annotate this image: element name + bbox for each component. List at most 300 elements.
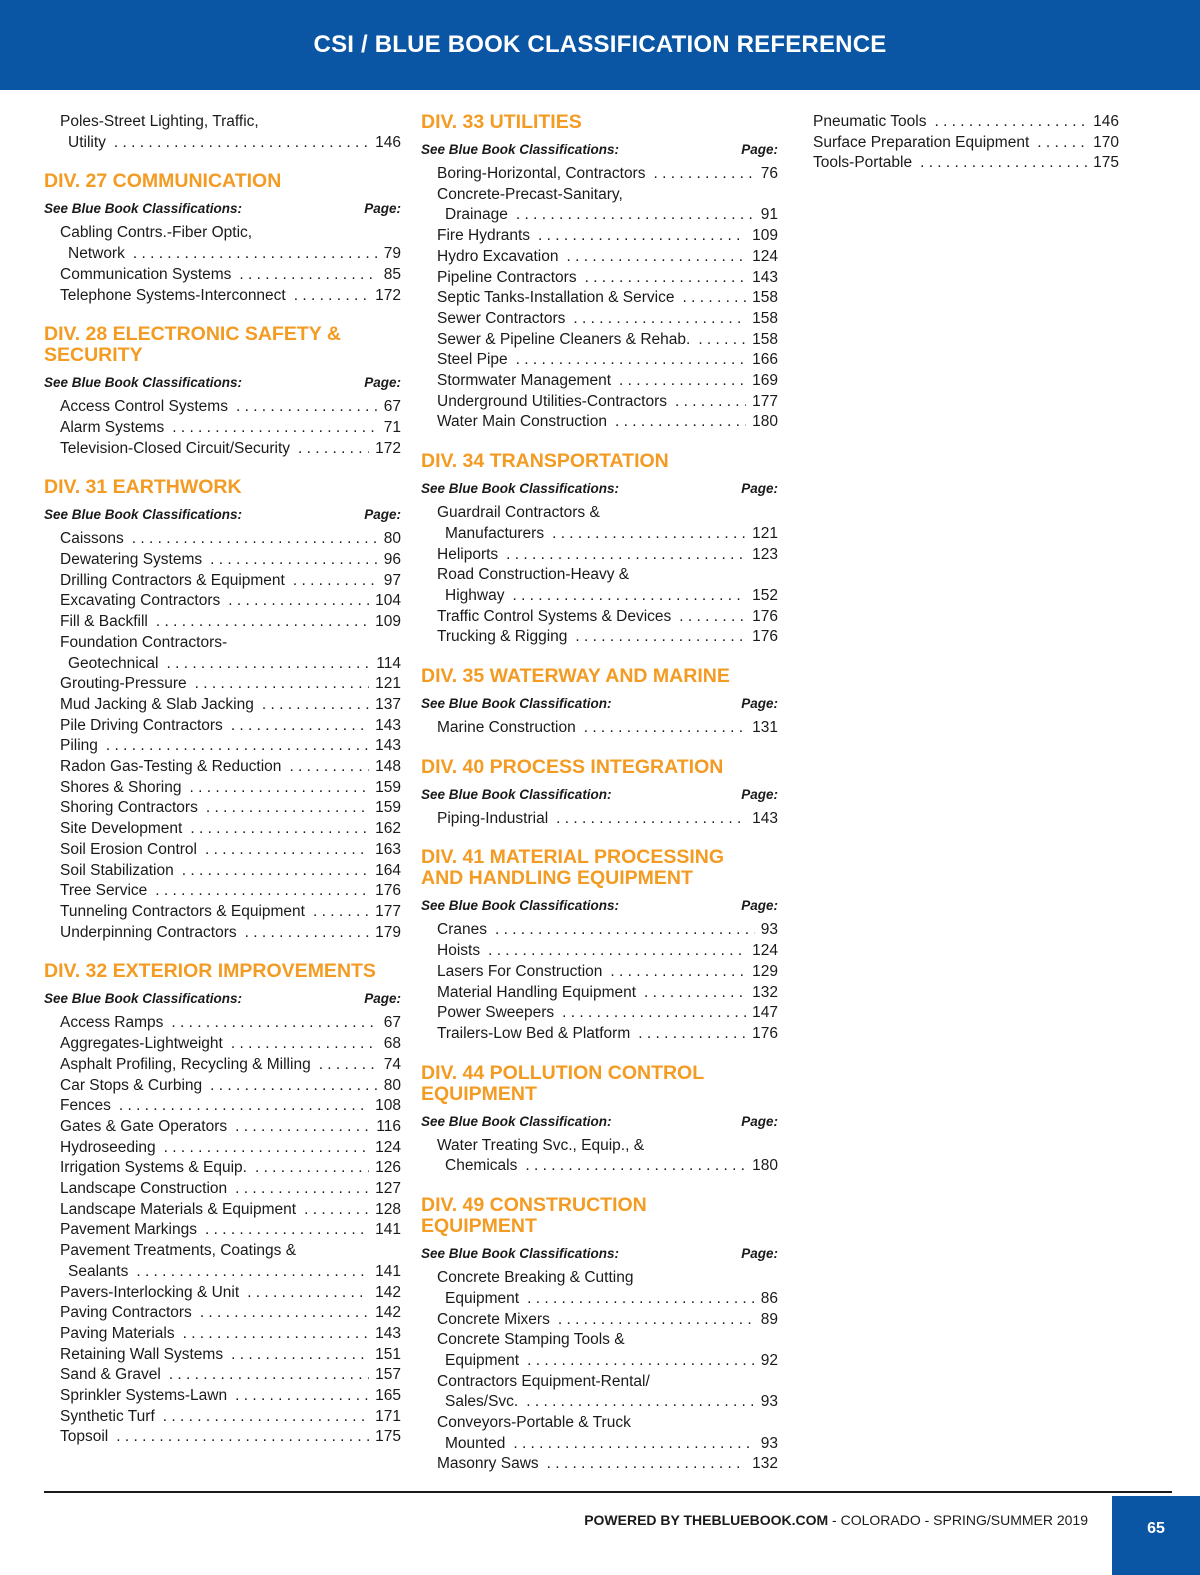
entry-row — [60, 1365, 401, 1386]
entry-page-number: 172 — [375, 439, 401, 457]
division-heading-line: DIV. 32 EXTERIOR IMPROVEMENTS — [44, 960, 376, 983]
see-classifications-label: See Blue Book Classifications: — [421, 898, 620, 914]
entry-label: Topsoil — [60, 1428, 109, 1446]
dot-leader — [544, 524, 746, 545]
entry-label: Shores & Shoring — [60, 778, 182, 796]
entry-label: Paving Contractors — [60, 1304, 192, 1322]
entry-page-number: 177 — [375, 902, 401, 920]
entry-page-number: 132 — [752, 1455, 778, 1473]
list-item — [60, 902, 401, 923]
list-item — [437, 1024, 778, 1045]
entry-page-number: 71 — [383, 418, 401, 436]
entry-row — [60, 1013, 401, 1034]
dot-leader — [519, 1289, 755, 1310]
entry-page-number: 108 — [375, 1097, 401, 1115]
entry-label: Soil Erosion Control — [60, 840, 197, 858]
entry-row — [60, 550, 401, 571]
entry-page-number: 159 — [375, 799, 401, 817]
list-item — [437, 962, 778, 983]
entry-row — [60, 1407, 401, 1428]
see-classifications-label: See Blue Book Classifications: — [44, 991, 243, 1007]
division-section — [421, 666, 778, 739]
list-item — [437, 371, 778, 392]
list-item — [437, 565, 778, 606]
page-title: CSI / BLUE BOOK CLASSIFICATION REFERENCE — [313, 31, 887, 58]
page-column-label: Page: — [741, 1113, 778, 1129]
classification-header — [44, 990, 401, 1007]
dot-leader — [675, 288, 747, 309]
entry-label: Sewer & Pipeline Cleaners & Rehab. — [437, 330, 691, 348]
list-item — [813, 112, 1119, 133]
list-item — [437, 1136, 778, 1177]
see-classifications-label: See Blue Book Classifications: — [421, 481, 620, 497]
entry-label: Power Sweepers — [437, 1004, 555, 1022]
list-item — [437, 503, 778, 544]
entry-row — [60, 418, 401, 439]
entry-label: Fill & Backfill — [60, 613, 148, 631]
page-number: 65 — [1147, 1519, 1165, 1537]
entry-row — [437, 1024, 778, 1045]
division-heading-line: DIV. 40 PROCESS INTEGRATION — [421, 755, 724, 778]
entry-page-number: 146 — [375, 133, 401, 151]
dot-leader — [296, 1200, 369, 1221]
list-item — [60, 840, 401, 861]
entry-row — [60, 397, 401, 418]
dot-leader — [286, 286, 369, 307]
entry-row — [437, 1003, 778, 1024]
entry-page-number: 143 — [752, 809, 778, 827]
entry-label: Caissons — [60, 530, 124, 548]
dot-leader — [237, 923, 370, 944]
division-heading — [44, 171, 401, 192]
entry-page-number: 158 — [752, 330, 778, 348]
dot-leader — [508, 350, 746, 371]
entry-row — [437, 545, 778, 566]
list-item — [60, 674, 401, 695]
list-item — [60, 1117, 401, 1138]
entry-page-number: 141 — [375, 1221, 401, 1239]
dot-leader — [108, 1427, 369, 1448]
entry-row — [60, 439, 401, 460]
entry-label: Shoring Contractors — [60, 799, 198, 817]
entry-page-number: 166 — [752, 351, 778, 369]
list-item — [60, 1427, 401, 1448]
classification-header — [421, 141, 778, 158]
dot-leader — [290, 439, 369, 460]
list-item — [437, 164, 778, 185]
entry-page-number: 121 — [375, 675, 401, 693]
entry-label: Pipeline Contractors — [437, 268, 577, 286]
division-heading-line: EQUIPMENT — [421, 1082, 537, 1105]
list-item — [437, 226, 778, 247]
division-heading — [421, 451, 778, 472]
dot-leader — [539, 1454, 746, 1475]
dot-leader — [111, 1096, 369, 1117]
entry-row — [60, 674, 401, 695]
entry-label-line: Poles-Street Lighting, Traffic, — [60, 113, 259, 130]
entry-label: Access Ramps — [60, 1014, 164, 1032]
classification-header — [421, 786, 778, 803]
entry-label: Retaining Wall Systems — [60, 1345, 224, 1363]
entry-label: Hoists — [437, 942, 481, 960]
entry-row — [437, 350, 778, 371]
entry-page-number: 93 — [760, 1393, 778, 1411]
entry-row — [813, 153, 1119, 174]
list-item — [437, 309, 778, 330]
dot-leader — [247, 1158, 369, 1179]
entry-label: Geotechnical — [68, 654, 159, 672]
entry-label: Tools-Portable — [813, 154, 913, 172]
entry-label: Boring-Horizontal, Contractors — [437, 165, 646, 182]
entry-label: Hydro Excavation — [437, 247, 559, 265]
classification-header — [44, 200, 401, 217]
entry-row — [60, 716, 401, 737]
dot-leader — [690, 330, 746, 351]
entry-label: Asphalt Profiling, Recycling & Milling — [60, 1055, 311, 1073]
list-item — [60, 286, 401, 307]
entry-label: Grouting-Pressure — [60, 675, 187, 693]
dot-leader — [227, 1386, 369, 1407]
entry-row — [437, 718, 778, 739]
list-item — [437, 627, 778, 648]
dot-leader — [227, 1179, 369, 1200]
dot-leader — [164, 418, 378, 439]
entry-page-number: 180 — [752, 1157, 778, 1175]
entry-page-number: 152 — [752, 586, 778, 604]
entry-label-line: Guardrail Contractors & — [437, 504, 600, 522]
entry-row — [60, 286, 401, 307]
dot-leader — [220, 591, 369, 612]
entry-row — [437, 1392, 778, 1413]
division-heading-line: DIV. 33 UTILITIES — [421, 111, 582, 133]
entry-row — [437, 607, 778, 628]
see-classifications-label: See Blue Book Classifications: — [44, 201, 243, 217]
entry-row — [60, 840, 401, 861]
entry-page-number: 129 — [752, 962, 778, 980]
list-item — [60, 571, 401, 592]
list-item — [60, 591, 401, 612]
entry-page-number: 79 — [383, 245, 401, 263]
entry-page-number: 86 — [760, 1289, 778, 1307]
entry-row — [60, 1324, 401, 1345]
entry-label: Excavating Contractors — [60, 592, 221, 610]
entry-row — [60, 1303, 401, 1324]
entry-row — [437, 1289, 778, 1310]
entry-label-line: Conveyors-Portable & Truck — [437, 1414, 631, 1432]
page-column-label: Page: — [741, 142, 778, 157]
entry-page-number: 142 — [375, 1283, 401, 1301]
list-item — [60, 1241, 401, 1282]
dot-leader — [163, 1013, 377, 1034]
list-item — [437, 920, 778, 941]
division-heading-line: DIV. 34 TRANSPORTATION — [421, 450, 669, 473]
list-item — [437, 330, 778, 351]
entry-page-number: 142 — [375, 1304, 401, 1322]
division-heading-line: DIV. 31 EARTHWORK — [44, 476, 242, 499]
page-column-label: Page: — [741, 786, 778, 802]
entry-label-line: Concrete Stamping Tools & — [437, 1331, 625, 1349]
classification-header — [44, 374, 401, 391]
list-item — [60, 1386, 401, 1407]
dot-leader — [517, 1156, 746, 1177]
dot-leader — [227, 1117, 370, 1138]
dot-leader — [645, 164, 754, 185]
division-section — [421, 1195, 778, 1475]
entry-label: Landscape Materials & Equipment — [60, 1200, 297, 1218]
list-item — [437, 392, 778, 413]
entry-row — [437, 627, 778, 648]
entry-label: Mud Jacking & Slab Jacking — [60, 695, 254, 713]
entry-row — [437, 586, 778, 607]
entry-label: Sales/Svc. — [445, 1393, 519, 1411]
division-section — [421, 757, 778, 830]
entry-label: Gates & Gate Operators — [60, 1117, 228, 1135]
entry-page-number: 164 — [375, 861, 401, 879]
list-item — [60, 439, 401, 460]
entry-label: Fire Hydrants — [437, 227, 531, 245]
entry-label: Communication Systems — [60, 265, 232, 283]
dot-leader — [158, 654, 370, 675]
entry-row — [60, 612, 401, 633]
dot-leader — [498, 545, 746, 566]
list-item — [60, 1200, 401, 1221]
dot-leader — [182, 819, 369, 840]
list-item — [60, 1055, 401, 1076]
entry-label: Landscape Construction — [60, 1180, 228, 1198]
entry-row — [60, 529, 401, 550]
entry-row — [437, 809, 778, 830]
dot-leader — [202, 1076, 378, 1097]
entry-row — [437, 330, 778, 351]
dot-leader — [504, 586, 746, 607]
entry-label: Telephone Systems-Interconnect — [60, 286, 286, 304]
entry-page-number: 85 — [383, 265, 401, 283]
entry-label: Sprinkler Systems-Lawn — [60, 1387, 228, 1405]
dot-leader — [156, 1138, 369, 1159]
entry-page-number: 143 — [375, 1324, 401, 1342]
column-3 — [797, 112, 1119, 192]
dot-leader — [565, 309, 746, 330]
list-item — [60, 923, 401, 944]
list-item — [60, 716, 401, 737]
entry-label: Chemicals — [445, 1157, 518, 1175]
division-heading-line: DIV. 44 POLLUTION CONTROL — [421, 1061, 705, 1084]
see-classifications-label: See Blue Book Classifications: — [44, 375, 243, 391]
dot-leader — [530, 226, 746, 247]
list-item — [437, 1372, 778, 1413]
page-column-label: Page: — [364, 991, 401, 1007]
entry-row — [60, 881, 401, 902]
dot-leader — [106, 133, 369, 154]
entry-label-line: Foundation Contractors- — [60, 633, 228, 651]
classification-header — [421, 897, 778, 914]
classification-list — [421, 1268, 778, 1475]
entry-label: Equipment — [445, 1289, 520, 1307]
classification-header — [421, 1113, 778, 1130]
entry-label: Equipment — [445, 1351, 520, 1369]
list-item — [437, 288, 778, 309]
entry-row — [60, 757, 401, 778]
entry-page-number: 176 — [752, 1024, 778, 1042]
footer-powered-by: POWERED BY THEBLUEBOOK.COM — [584, 1512, 829, 1528]
list-item — [60, 397, 401, 418]
dot-leader — [667, 392, 746, 413]
classification-header — [421, 1245, 778, 1262]
list-item — [60, 223, 401, 264]
dot-leader — [550, 1310, 755, 1331]
entry-page-number: 114 — [376, 654, 401, 672]
list-item — [437, 1413, 778, 1454]
entry-row — [60, 1158, 401, 1179]
entry-page-number: 127 — [375, 1180, 401, 1198]
entry-row — [437, 268, 778, 289]
entry-page-number: 159 — [375, 778, 401, 796]
column-2 — [421, 112, 778, 1493]
dot-leader — [630, 1024, 746, 1045]
entry-row — [60, 1034, 401, 1055]
list-item — [60, 881, 401, 902]
list-item — [437, 809, 778, 830]
list-item — [60, 757, 401, 778]
dot-leader — [98, 736, 369, 757]
page-column-label: Page: — [741, 696, 778, 712]
entry-label: Pile Driving Contractors — [60, 716, 223, 734]
dot-leader — [926, 112, 1087, 133]
entry-page-number: 176 — [752, 628, 778, 646]
entry-page-number: 121 — [752, 524, 778, 542]
entry-label-line: Water Treating Svc., Equip., & — [437, 1136, 645, 1154]
division-heading — [44, 324, 401, 366]
classification-list — [44, 223, 401, 306]
division-section — [44, 324, 401, 459]
classification-list — [421, 1136, 778, 1177]
division-heading-line: DIV. 27 COMMUNICATION — [44, 170, 282, 193]
division-heading-line: EQUIPMENT — [421, 1215, 537, 1238]
entry-row — [437, 524, 778, 545]
entry-row — [60, 1138, 401, 1159]
entry-row — [813, 112, 1119, 133]
entry-label: Network — [68, 245, 125, 263]
division-heading — [421, 847, 778, 889]
list-item — [813, 133, 1119, 154]
dot-leader — [155, 1407, 369, 1428]
dot-leader — [197, 1220, 369, 1241]
division-heading — [421, 1063, 778, 1105]
entry-label: Sewer Contractors — [437, 309, 566, 327]
list-item — [60, 1303, 401, 1324]
entry-row — [437, 371, 778, 392]
entry-label: Sealants — [68, 1262, 129, 1280]
entry-page-number: 74 — [383, 1055, 401, 1073]
entry-row — [60, 1179, 401, 1200]
entry-page-number: 123 — [752, 545, 778, 563]
page-column-label: Page: — [741, 481, 778, 497]
list-item — [60, 1076, 401, 1097]
entry-label: Stormwater Management — [437, 372, 612, 390]
footer-edition: - COLORADO - SPRING/SUMMER 2019 — [828, 1512, 1088, 1528]
entry-label: Underground Utilities-Contractors — [437, 392, 668, 410]
entry-row — [60, 1283, 401, 1304]
entry-row — [60, 1076, 401, 1097]
dot-leader — [125, 244, 378, 265]
entry-row — [60, 1427, 401, 1448]
entry-page-number: 179 — [375, 923, 401, 941]
entry-page-number: 126 — [375, 1159, 401, 1177]
entry-row — [60, 1220, 401, 1241]
entry-label-line: Cabling Contrs.-Fiber Optic, — [60, 224, 253, 242]
list-item — [437, 1268, 778, 1309]
dot-leader — [198, 798, 369, 819]
entry-page-number: 170 — [1093, 133, 1119, 151]
list-item — [60, 1283, 401, 1304]
dot-leader — [311, 1055, 378, 1076]
list-item — [60, 861, 401, 882]
list-item — [60, 736, 401, 757]
entry-page-number: 175 — [1093, 154, 1119, 172]
entry-label: Cranes — [437, 921, 487, 939]
entry-row — [437, 1156, 778, 1177]
list-item — [437, 1330, 778, 1371]
entry-label: Aggregates-Lightweight — [60, 1035, 223, 1053]
entry-label: Highway — [445, 586, 505, 604]
entry-label: Surface Preparation Equipment — [813, 133, 1030, 151]
dot-leader — [175, 1324, 370, 1345]
entry-page-number: 92 — [760, 1351, 778, 1369]
entry-row — [60, 654, 401, 675]
classification-header — [421, 480, 778, 497]
dot-leader — [281, 757, 369, 778]
entry-page-number: 180 — [752, 413, 778, 431]
division-heading-line: SECURITY — [44, 344, 143, 367]
division-heading — [421, 112, 778, 133]
entry-label: Material Handling Equipment — [437, 983, 637, 1001]
entry-label: Paving Materials — [60, 1324, 175, 1342]
dot-leader — [192, 1303, 369, 1324]
list-item — [60, 112, 401, 153]
entry-row — [60, 1386, 401, 1407]
entry-row — [437, 1351, 778, 1372]
classification-list — [44, 1013, 401, 1448]
division-heading — [44, 961, 401, 982]
classification-list — [421, 164, 778, 433]
entry-label: Concrete Mixers — [437, 1310, 550, 1328]
dot-leader — [231, 265, 377, 286]
entry-row — [60, 736, 401, 757]
lead-entries — [44, 112, 401, 153]
dot-leader — [480, 941, 746, 962]
entry-label: Steel Pipe — [437, 351, 508, 369]
dot-leader — [228, 397, 378, 418]
dot-leader — [558, 247, 746, 268]
dot-leader — [223, 716, 369, 737]
entry-row — [60, 1117, 401, 1138]
entry-label: Pneumatic Tools — [813, 113, 927, 130]
dot-leader — [519, 1351, 755, 1372]
entry-page-number: 151 — [375, 1345, 401, 1363]
division-heading — [421, 666, 778, 687]
dot-leader — [518, 1392, 755, 1413]
dot-leader — [124, 529, 378, 550]
list-item — [437, 718, 778, 739]
entry-page-number: 157 — [375, 1366, 401, 1384]
entry-page-number: 97 — [383, 571, 401, 589]
list-item — [813, 153, 1119, 174]
entry-row — [60, 1200, 401, 1221]
list-item — [60, 1034, 401, 1055]
entry-page-number: 137 — [375, 695, 401, 713]
footer-credit — [584, 1512, 1088, 1528]
list-item — [60, 633, 401, 674]
